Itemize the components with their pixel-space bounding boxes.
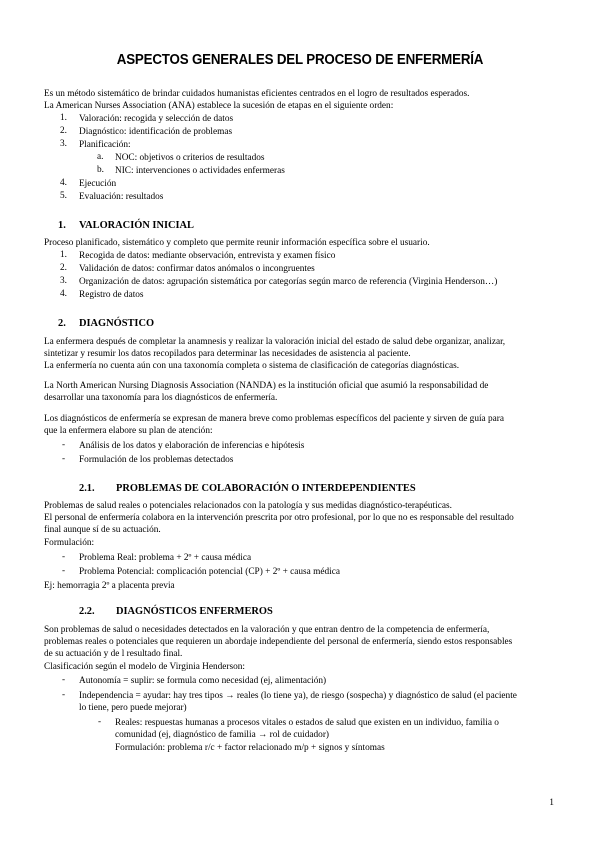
sub-bullet-continuation: comunidad (ej, diagnóstico de familia → rol de cuidador): [115, 730, 330, 740]
paragraph-line: problemas reales o potenciales que requieren un abordaje independiente del personal de enfermería, siendo estos responsables: [44, 637, 513, 647]
paragraph-line: Formulación:: [44, 538, 95, 548]
bullet-item: Independencia = ayudar: hay tres tipos → reales (lo tiene ya), de riesgo (sospecha) y diagnóstico de salud (el paciente: [79, 691, 517, 701]
list-number: 4.: [60, 178, 67, 188]
paragraph-line: Son problemas de salud o necesidades detectados en la valoración y que entran dentro de la competencia de enfermería,: [44, 625, 490, 635]
page-number: 1: [549, 798, 554, 808]
bullet-dash: -: [62, 690, 66, 700]
section-heading: DIAGNÓSTICO: [79, 318, 155, 329]
list-item: Ejecución: [79, 179, 117, 189]
bullet-dash: -: [62, 454, 66, 464]
section-number: 1.: [58, 220, 66, 231]
list-item: Planificación:: [79, 140, 131, 150]
paragraph-line: que la enfermera elabore su plan de atención:: [44, 426, 213, 436]
list-number: 5.: [60, 191, 67, 201]
paragraph-line: de su actuación y de l resultado final.: [44, 649, 183, 659]
section-number: 2.: [58, 318, 66, 329]
paragraph-line: sintetizar y resumir los datos recopilados para determinar las necesidades de asistencia al paciente.: [44, 349, 411, 359]
paragraph-line: Los diagnósticos de enfermería se expresan de manera breve como problemas específicos del paciente y sirven de guía para: [44, 414, 505, 424]
section-heading: VALORACIÓN INICIAL: [79, 220, 194, 231]
list-number: 2.: [60, 263, 67, 273]
bullet-dash: -: [98, 717, 102, 727]
list-number: 2.: [60, 126, 67, 136]
list-number: 3.: [60, 139, 67, 149]
bullet-item-continuation: lo tiene, pero puede mejorar): [79, 703, 187, 713]
paragraph-line: Clasificación según el modelo de Virginia Henderson:: [44, 662, 245, 672]
section-heading: DIAGNÓSTICOS ENFERMEROS: [116, 606, 273, 617]
sublist-letter: b.: [97, 165, 104, 175]
sublist-item: NOC: objetivos o criterios de resultados: [115, 153, 265, 163]
section-number: 2.1.: [79, 483, 95, 494]
paragraph-line: Problemas de salud reales o potenciales relacionados con la patología y sus medidas diagnóstico-terapéuticas.: [44, 501, 452, 511]
list-item: Diagnóstico: identificación de problemas: [79, 127, 233, 137]
bullet-dash: -: [62, 675, 66, 685]
bullet-item: Autonomía = suplir: se formula como necesidad (ej, alimentación): [79, 676, 327, 686]
bullet-dash: -: [62, 566, 66, 576]
bullet-dash: -: [62, 440, 66, 450]
sub-bullet-continuation: Formulación: problema r/c + factor relacionado m/p + signos y síntomas: [115, 743, 385, 753]
list-item: Valoración: recogida y selección de datos: [79, 114, 234, 124]
paragraph-line: La enfermera después de completar la anamnesis y realizar la valoración inicial del estado de salud debe organizar, analizar,: [44, 337, 506, 347]
list-item: Registro de datos: [79, 290, 144, 300]
list-item: Validación de datos: confirmar datos anómalos o incongruentes: [79, 264, 315, 274]
sublist-letter: a.: [97, 152, 104, 162]
paragraph-line: La North American Nursing Diagnosis Association (NANDA) es la institución oficial que asumió la responsabilidad de: [44, 381, 489, 391]
paragraph-line: El personal de enfermería colabora en la intervención prescrita por otro profesional, por lo que no es responsable del resultado: [44, 513, 514, 523]
sublist-item: NIC: intervenciones o actividades enfermeras: [115, 166, 285, 176]
intro-line: Es un método sistemático de brindar cuidados humanistas eficientes centrados en el logro de resultados esperados.: [44, 89, 470, 99]
paragraph-line: Proceso planificado, sistemático y completo que permite reunir información específica sobre el usuario.: [44, 238, 430, 248]
section-heading: PROBLEMAS DE COLABORACIÓN O INTERDEPENDIENTES: [116, 483, 416, 494]
sub-bullet-item: Reales: respuestas humanas a procesos vitales o estados de salud que existen en un individuo, familia o: [115, 718, 499, 728]
paragraph-line: final aunque sí de su actuación.: [44, 525, 161, 535]
example-line: Ej: hemorragia 2º a placenta previa: [44, 581, 175, 591]
list-number: 1.: [60, 113, 67, 123]
document-title: ASPECTOS GENERALES DEL PROCESO DE ENFERMERÍA: [116, 52, 484, 68]
bullet-dash: -: [62, 552, 66, 562]
list-number: 4.: [60, 289, 67, 299]
intro-line: La American Nurses Association (ANA) establece la sucesión de etapas en el siguiente orden:: [44, 101, 394, 111]
paragraph-line: desarrollar una taxonomía para los diagnósticos de enfermería.: [44, 393, 278, 403]
list-item: Recogida de datos: mediante observación, entrevista y examen físico: [79, 251, 336, 261]
list-item: Evaluación: resultados: [79, 192, 164, 202]
list-item: Organización de datos: agrupación sistemática por categorías según marco de referencia (Virginia Henderson…): [79, 277, 498, 287]
bullet-item: Problema Potencial: complicación potencial (CP) + 2º + causa médica: [79, 567, 340, 577]
section-number: 2.2.: [79, 606, 95, 617]
list-number: 1.: [60, 250, 67, 260]
paragraph-line: La enfermería no cuenta aún con una taxonomía completa o sistema de clasificación de categorías diagnósticas.: [44, 361, 460, 371]
list-number: 3.: [60, 276, 67, 286]
bullet-item: Análisis de los datos y elaboración de inferencias e hipótesis: [79, 441, 305, 451]
bullet-item: Problema Real: problema + 2º + causa médica: [79, 553, 252, 563]
bullet-item: Formulación de los problemas detectados: [79, 455, 234, 465]
